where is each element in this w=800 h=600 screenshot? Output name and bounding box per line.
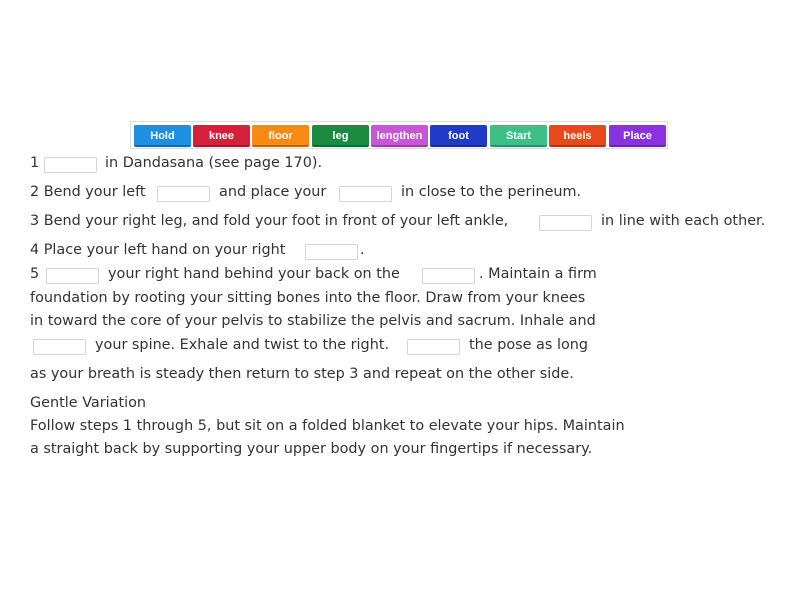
word-chip-start[interactable]: Start: [490, 125, 547, 147]
step-5-number: 5: [30, 266, 40, 282]
blank-7[interactable]: [422, 268, 475, 284]
step-5-text-g: as your breath is steady then return to step 3 and repeat on the other side.: [30, 366, 574, 382]
word-chip-floor[interactable]: floor: [252, 125, 309, 147]
variation-text-a: Follow steps 1 through 5, but sit on a folded blanket to elevate your hips. Maintain: [30, 418, 625, 434]
blank-3[interactable]: [339, 186, 392, 202]
step-5-text-c: foundation by rooting your sitting bones into the floor. Draw from your knees: [30, 290, 586, 306]
variation-text-b: a straight back by supporting your upper body on your fingertips if necessary.: [30, 441, 593, 457]
blank-8[interactable]: [33, 339, 86, 355]
blank-2[interactable]: [157, 186, 210, 202]
blank-5[interactable]: [305, 244, 358, 260]
step-4-text-b: .: [360, 242, 365, 258]
step-1-number: 1: [30, 155, 40, 171]
step-5-text-f: the pose as long: [469, 337, 589, 353]
word-chip-knee[interactable]: knee: [193, 125, 250, 147]
word-bank: [130, 121, 668, 149]
word-chip-place[interactable]: Place: [609, 125, 666, 147]
variation-heading: Gentle Variation: [30, 395, 147, 411]
blank-1[interactable]: [44, 157, 97, 173]
blank-4[interactable]: [539, 215, 592, 231]
step-2-text-c: in close to the perineum.: [401, 184, 582, 200]
step-3-text-b: in line with each other.: [601, 213, 766, 229]
word-chip-foot[interactable]: foot: [430, 125, 487, 147]
blank-9[interactable]: [407, 339, 460, 355]
step-5-text-a: your right hand behind your back on the: [108, 266, 400, 282]
step-4-text-a: 4 Place your left hand on your right: [30, 242, 286, 258]
word-chip-lengthen[interactable]: lengthen: [371, 125, 428, 147]
step-5-text-e: your spine. Exhale and twist to the right.: [95, 337, 390, 353]
step-3-text-a: 3 Bend your right leg, and fold your foot in front of your left ankle,: [30, 213, 509, 229]
word-chip-hold[interactable]: Hold: [134, 125, 191, 147]
step-2-text-b: and place your: [219, 184, 327, 200]
step-5-text-d: in toward the core of your pelvis to stabilize the pelvis and sacrum. Inhale and: [30, 313, 596, 329]
step-1-text: in Dandasana (see page 170).: [105, 155, 323, 171]
word-chip-leg[interactable]: leg: [312, 125, 369, 147]
blank-6[interactable]: [46, 268, 99, 284]
word-chip-heels[interactable]: heels: [549, 125, 606, 147]
step-5-text-b: . Maintain a firm: [479, 266, 597, 282]
step-2-text-a: 2 Bend your left: [30, 184, 146, 200]
